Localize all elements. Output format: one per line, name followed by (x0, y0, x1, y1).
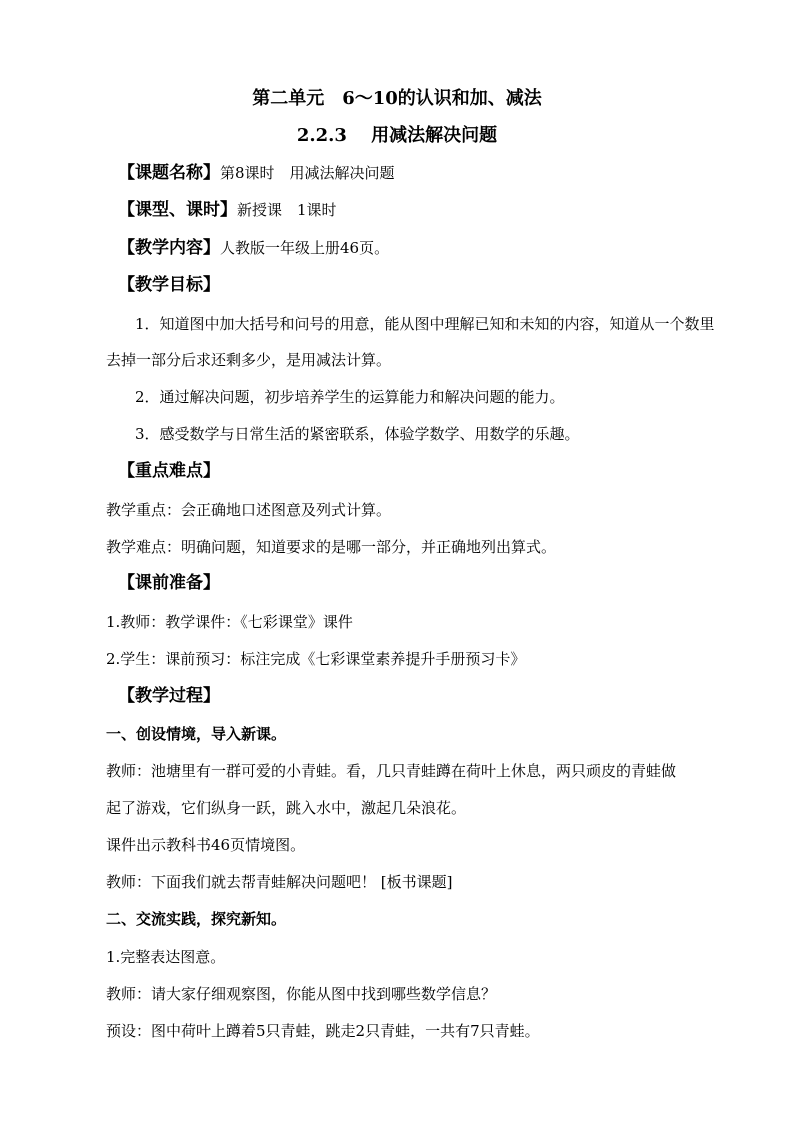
section-2-para-3: 预设：图中荷叶上蹲着5只青蛙，跳走2只青蛙，一共有7只青蛙。 (106, 1022, 540, 1040)
teaching-focus: 教学重点：会正确地口述图意及列式计算。 (106, 501, 392, 519)
unit-title: 第二单元 6～10的认识和加、减法 (252, 88, 542, 109)
lesson-name-value: 第8课时 用减法解决问题 (220, 164, 395, 182)
section-1-title: 一、创设情境，导入新课。 (106, 725, 287, 743)
process-heading: 【教学过程】 (118, 686, 220, 706)
goal-1-line-1: 1．知道图中加大括号和问号的用意，能从图中理解已知和未知的内容，知道从一个数里 (135, 315, 715, 333)
teaching-difficulty: 教学难点：明确问题，知道要求的是哪一部分，并正确地列出算式。 (106, 538, 557, 556)
teaching-content-label: 【教学内容】 (118, 238, 220, 258)
preparation-student: 2.学生：课前预习：标注完成《七彩课堂素养提升手册预习卡》 (106, 650, 526, 668)
lesson-type-value: 新授课 1课时 (237, 201, 337, 219)
section-1-para-2: 课件出示教科书46页情境图。 (106, 836, 306, 854)
section-1-para-3: 教师：下面我们就去帮青蛙解决问题吧！ [板书课题] (106, 873, 453, 891)
goal-1-line-2: 去掉一部分后求还剩多少，是用减法计算。 (106, 351, 392, 369)
lesson-name-row (118, 163, 395, 183)
teaching-content-row (118, 238, 389, 258)
section-2-para-2: 教师：请大家仔细观察图，你能从图中找到哪些数学信息？ (106, 985, 497, 1003)
lesson-type-label: 【课型、课时】 (118, 200, 237, 220)
section-1-para-1-line-1: 教师：池塘里有一群可爱的小青蛙。看，几只青蛙蹲在荷叶上休息，两只顽皮的青蛙做 (106, 762, 677, 780)
goal-2: 2．通过解决问题，初步培养学生的运算能力和解决问题的能力。 (135, 388, 565, 406)
preparation-teacher: 1.教师：教学课件：《七彩课堂》课件 (106, 613, 353, 631)
teaching-content-value: 人教版一年级上册46页。 (220, 239, 390, 257)
goals-heading: 【教学目标】 (118, 275, 220, 295)
lesson-type-row (118, 200, 337, 220)
lesson-name-label: 【课题名称】 (118, 163, 220, 183)
lesson-title: 2.2.3 用减法解决问题 (296, 125, 498, 146)
section-2-title: 二、交流实践，探究新知。 (106, 910, 287, 928)
preparation-heading: 【课前准备】 (118, 573, 220, 593)
section-1-para-1-line-2: 起了游戏，它们纵身一跃，跳入水中，激起几朵浪花。 (106, 799, 467, 817)
goal-3: 3．感受数学与日常生活的紧密联系，体验学数学、用数学的乐趣。 (135, 425, 580, 443)
key-points-heading: 【重点难点】 (118, 461, 220, 481)
section-2-para-1: 1.完整表达图意。 (106, 948, 226, 966)
